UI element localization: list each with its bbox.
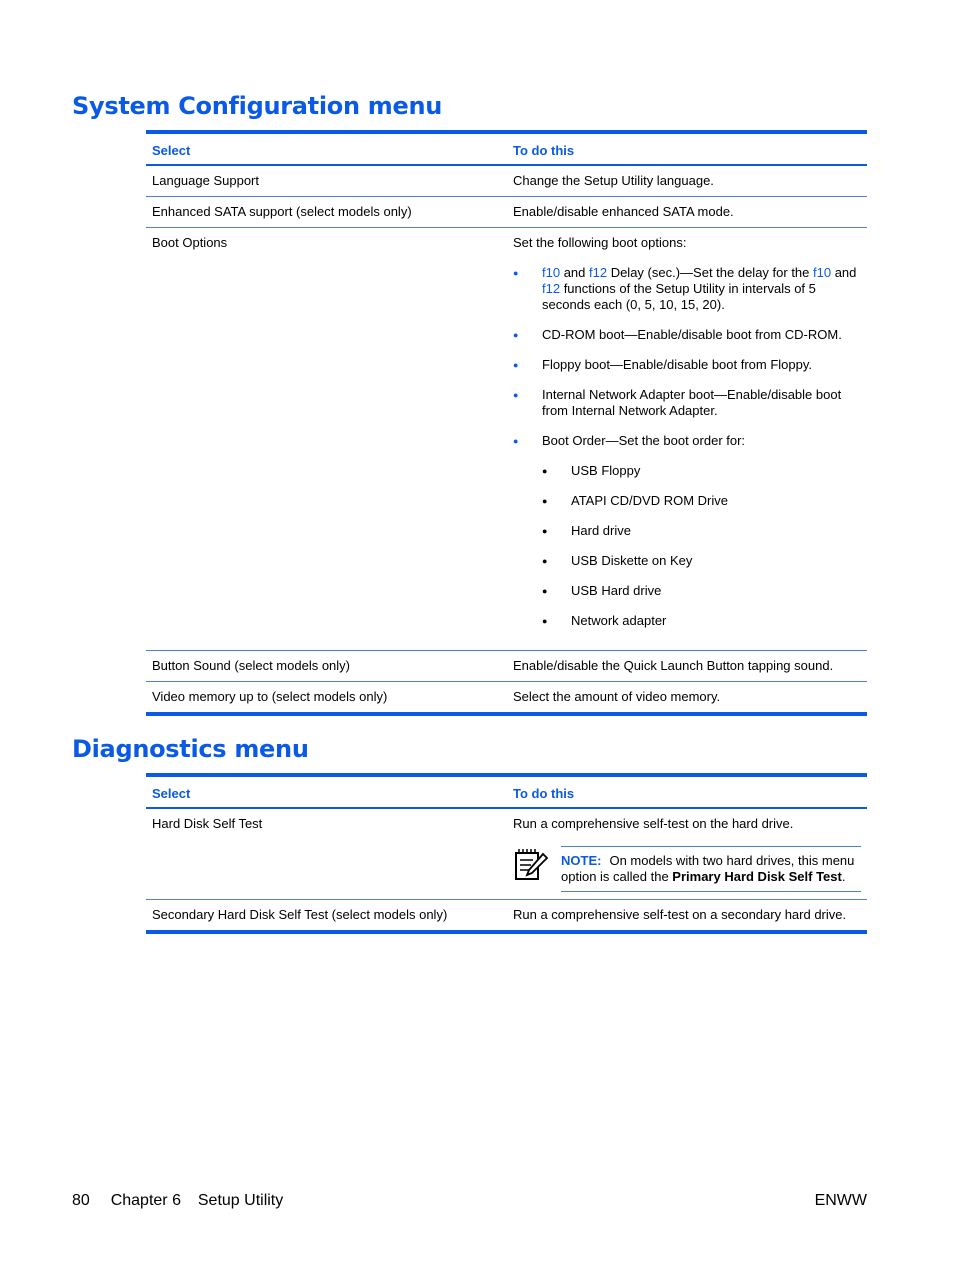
diagnostics-table (146, 773, 867, 934)
table-header-row (146, 775, 867, 808)
cell-select: Video memory up to (select models only) (152, 689, 388, 704)
text-and: and (560, 265, 589, 280)
hard-disk-todo-text: Run a comprehensive self-test on the hard drive. (513, 816, 794, 831)
delay-text: functions of the Setup Utility in intervals of 5 seconds each (0, 5, 10, 15, 20). (542, 281, 816, 312)
chapter-title: Setup Utility (197, 1192, 284, 1209)
footer-left (72, 1192, 283, 1210)
boot-order-item: ● ATAPI CD/DVD ROM Drive (542, 493, 861, 509)
key-f12: f12 (542, 281, 561, 296)
cell-todo-boot-options (507, 228, 867, 651)
list-item-floppy: ● Floppy boot—Enable/disable boot from Floppy. (513, 357, 861, 373)
note-pencil-icon (513, 846, 549, 882)
table-row (146, 808, 867, 900)
footer-right: ENWW (814, 1192, 867, 1209)
table-row (146, 165, 867, 197)
boot-order-item: ● USB Diskette on Key (542, 553, 861, 569)
note-box (513, 846, 861, 892)
cell-select: Hard Disk Self Test (146, 808, 507, 900)
table-header-row (146, 132, 867, 165)
key-f10: f10 (813, 265, 832, 280)
list-item-boot-order (513, 433, 861, 629)
list-item-network: ● Internal Network Adapter boot—Enable/disable boot from Internal Network Adapter. (513, 387, 861, 419)
list-item-cdrom: ● CD-ROM boot—Enable/disable boot from CD-ROM. (513, 327, 861, 343)
table-row (146, 651, 867, 682)
header-select: Select (146, 775, 507, 808)
table-row (146, 900, 867, 933)
cell-todo: Run a comprehensive self-test on a secondary hard drive. (513, 907, 847, 922)
cell-todo: Enable/disable enhanced SATA mode. (507, 197, 867, 228)
cell-select: Language Support (146, 165, 507, 197)
note-end: . (841, 869, 846, 884)
header-to-do-this: To do this (507, 775, 867, 808)
list-item-delay (513, 265, 861, 313)
delay-text: Delay (sec.)—Set the delay for the (607, 265, 814, 280)
table-row (146, 197, 867, 228)
boot-order-item: ● USB Hard drive (542, 583, 861, 599)
section-title-diagnostics: Diagnostics menu (72, 735, 309, 763)
text-and: and (831, 265, 857, 280)
cell-select: Secondary Hard Disk Self Test (select models only) (152, 907, 448, 922)
boot-order-item: ● Network adapter (542, 613, 861, 629)
table-row (146, 228, 867, 651)
section-title-system-configuration: System Configuration menu (72, 92, 443, 120)
cell-select: Enhanced SATA support (select models only) (146, 197, 507, 228)
key-f12: f12 (589, 265, 608, 280)
boot-order-list (542, 463, 861, 629)
boot-order-label: Boot Order—Set the boot order for: (542, 433, 746, 448)
key-f10: f10 (542, 265, 561, 280)
note-body: On models with two hard drives, this menu option is called the (561, 853, 855, 884)
cell-select: Button Sound (select models only) (146, 651, 507, 682)
table-row (146, 682, 867, 715)
cell-select: Boot Options (146, 228, 507, 651)
note-label: NOTE: (561, 853, 602, 868)
page-number: 80 (72, 1192, 90, 1209)
header-to-do-this: To do this (507, 132, 867, 165)
boot-order-item: ● Hard drive (542, 523, 861, 539)
boot-options-intro: Set the following boot options: (513, 235, 687, 250)
cell-todo: Enable/disable the Quick Launch Button tapping sound. (507, 651, 867, 682)
boot-options-list (513, 265, 861, 629)
note-bold: Primary Hard Disk Self Test (672, 869, 842, 884)
header-select: Select (146, 132, 507, 165)
note-text (561, 846, 861, 892)
chapter-label: Chapter 6 (110, 1192, 181, 1209)
cell-todo: Change the Setup Utility language. (507, 165, 867, 197)
system-configuration-table (146, 130, 867, 716)
cell-todo-hard-disk (507, 808, 867, 900)
cell-todo: Select the amount of video memory. (513, 689, 721, 704)
boot-order-item: ● USB Floppy (542, 463, 861, 479)
